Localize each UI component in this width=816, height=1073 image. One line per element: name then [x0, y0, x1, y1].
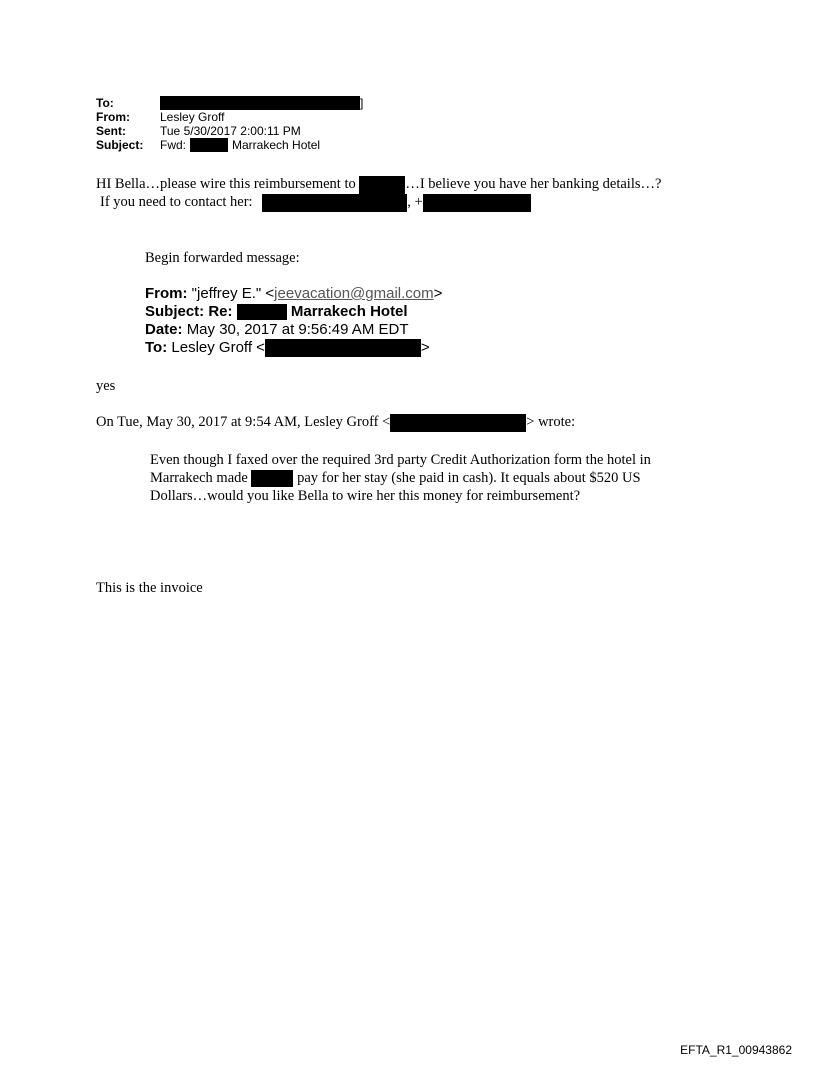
from-label: From: — [96, 110, 130, 124]
document-id: EFTA_R1_00943862 — [680, 1043, 792, 1057]
subject-suffix: Marrakech Hotel — [232, 138, 321, 152]
redaction-block — [423, 194, 531, 212]
redaction-block — [262, 194, 407, 212]
redaction-block — [359, 176, 405, 194]
to-label: To: — [96, 96, 114, 110]
subject-prefix: Fwd: — [160, 138, 187, 152]
message-line-1: HI Bella…please wire this reimbursement to …I believe you have her banking details…? — [96, 176, 662, 192]
subject-label: Subject: — [96, 138, 144, 152]
sender-email-link[interactable]: jeevacation@gmail.com — [274, 285, 434, 302]
reply-attribution: On Tue, May 30, 2017 at 9:54 AM, Lesley Groff < > wrote: — [96, 414, 576, 430]
to-row — [96, 96, 363, 110]
to-trailing: ] — [360, 96, 364, 110]
message-line-2: If you need to contact her: , + — [100, 193, 531, 212]
subject-row — [96, 138, 363, 152]
email-header — [96, 96, 363, 152]
forwarded-date: Date: May 30, 2017 at 9:56:49 AM EDT — [145, 321, 409, 338]
redaction-block — [160, 96, 360, 110]
redaction-block — [190, 138, 228, 152]
redaction-block — [251, 470, 293, 487]
closing-text: This is the invoice — [96, 580, 203, 596]
from-value: Lesley Groff — [160, 110, 225, 124]
redaction-block — [237, 304, 287, 320]
redaction-block — [390, 414, 526, 432]
sent-value: Tue 5/30/2017 2:00:11 PM — [160, 124, 301, 138]
reply-text: yes — [96, 378, 116, 394]
forwarded-subject: Subject: Re: Marrakech Hotel — [145, 303, 408, 320]
forwarded-intro: Begin forwarded message: — [145, 250, 300, 266]
redaction-block — [265, 339, 421, 357]
from-row — [96, 110, 363, 124]
quoted-message: Even though I faxed over the required 3rd party Credit Authorization form the hotel in Marrakech made pay for her stay (she paid in cash). It equals about $520 US Dollars…would you like Bella to wire her this money for reimbursement? — [150, 452, 651, 505]
sent-label: Sent: — [96, 124, 126, 138]
sent-row — [96, 124, 363, 138]
forwarded-to: To: Lesley Groff < > — [145, 339, 430, 356]
forwarded-from: From: "jeffrey E." <jeevacation@gmail.com> — [145, 285, 443, 302]
